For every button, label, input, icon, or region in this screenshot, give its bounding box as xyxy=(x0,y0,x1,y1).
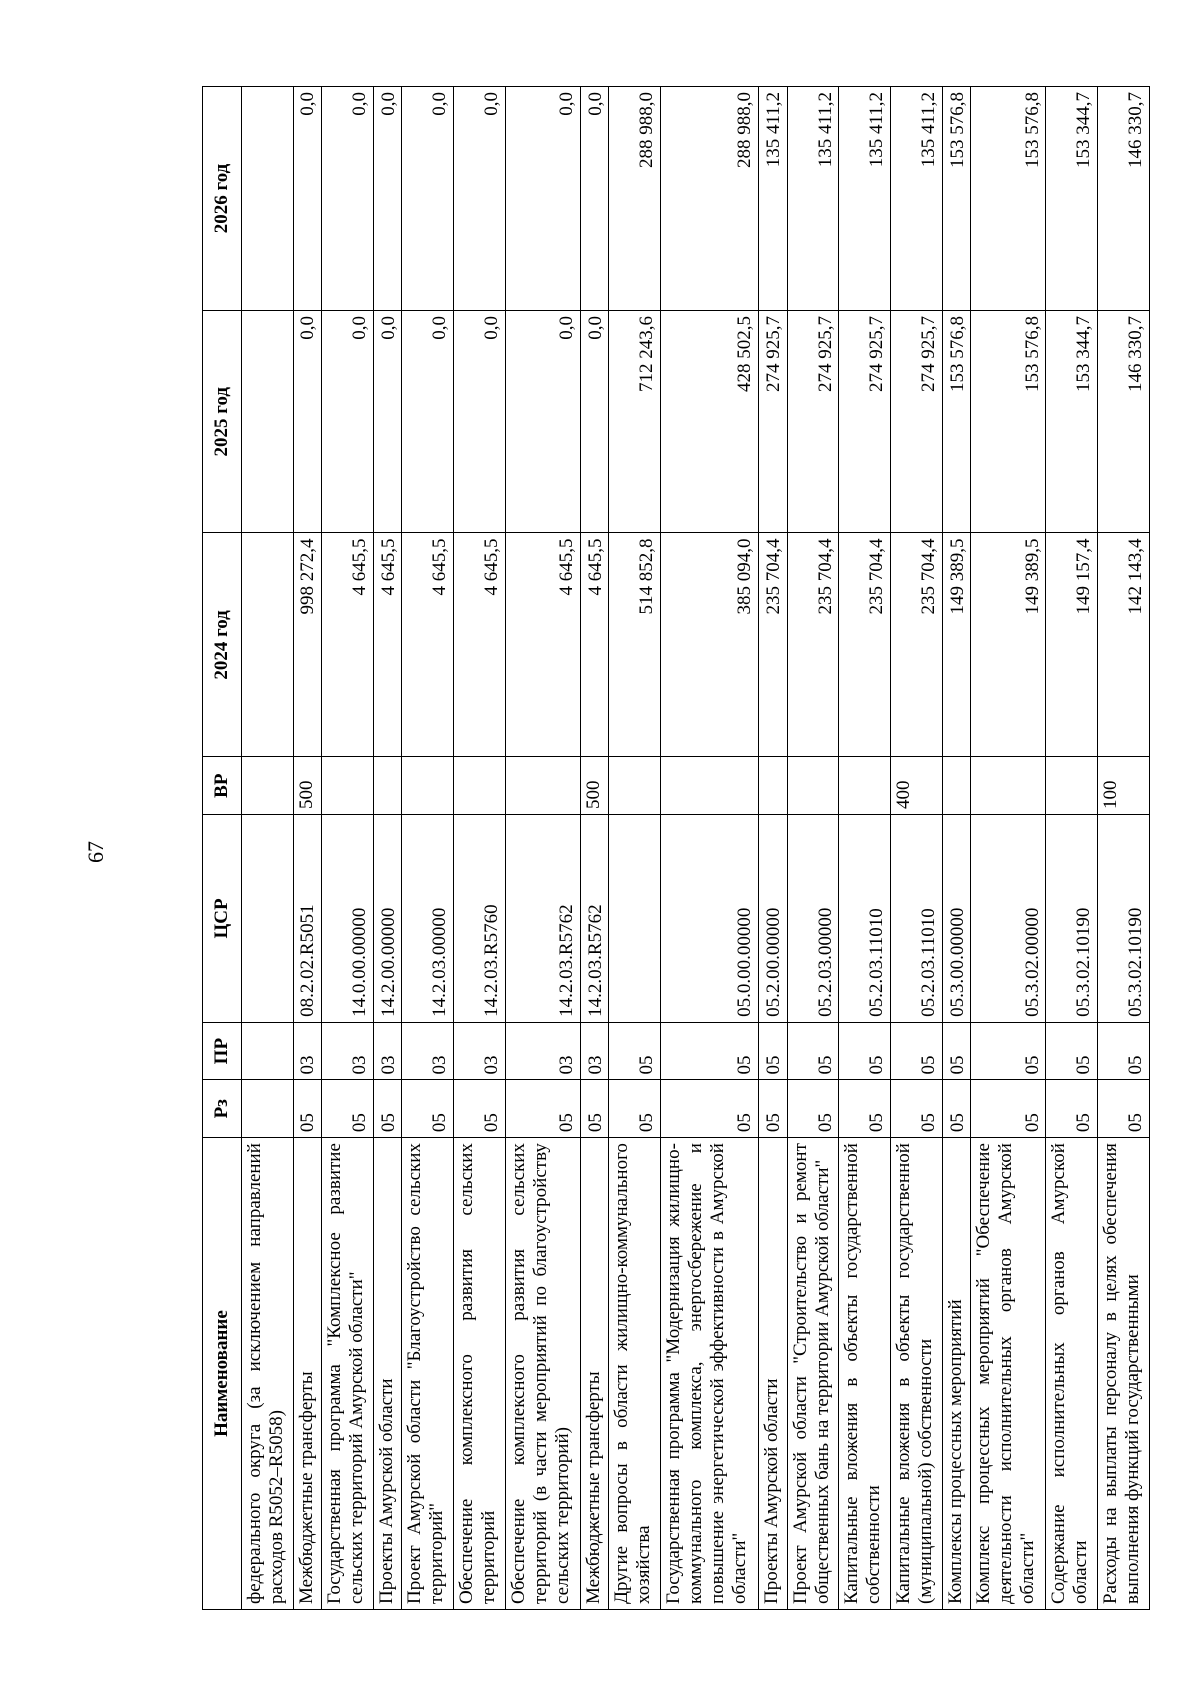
cell-pr: 05 xyxy=(609,1022,661,1080)
cell-pr: 03 xyxy=(402,1022,454,1080)
cell-2025: 712 243,6 xyxy=(609,310,661,533)
cell-rz: 05 xyxy=(839,1080,891,1138)
cell-2024: 514 852,8 xyxy=(609,533,661,757)
cell-name: Государственная программа "Комплексное развитие сельских территорий Амурской области" xyxy=(322,1138,374,1610)
cell-csr xyxy=(242,815,294,1023)
cell-name: Содержание исполнительных органов Амурской области xyxy=(1046,1138,1098,1610)
cell-rz: 05 xyxy=(1098,1080,1150,1138)
cell-name: Проекты Амурской области xyxy=(759,1138,788,1610)
cell-2025: 0,0 xyxy=(293,310,322,533)
table-row xyxy=(242,87,294,1610)
cell-2026: 153 344,7 xyxy=(1046,87,1098,311)
cell-2026: 0,0 xyxy=(580,87,609,311)
cell-2026: 0,0 xyxy=(402,87,454,311)
cell-vr xyxy=(787,757,839,815)
cell-csr: 08.2.02.R5051 xyxy=(293,815,322,1023)
cell-csr: 14.2.03.R5762 xyxy=(505,815,580,1023)
cell-2024 xyxy=(242,533,294,757)
cell-2026: 0,0 xyxy=(293,87,322,311)
cell-2026: 135 411,2 xyxy=(787,87,839,311)
table-row xyxy=(759,87,788,1610)
cell-name: Проект Амурской области "Благоустройство сельских территорий" xyxy=(402,1138,454,1610)
cell-2024: 4 645,5 xyxy=(373,533,402,757)
cell-2025: 0,0 xyxy=(373,310,402,533)
cell-2024: 235 704,4 xyxy=(891,533,943,757)
cell-csr: 05.3.00.00000 xyxy=(942,815,971,1023)
header-2024: 2024 год xyxy=(203,533,242,757)
cell-name: Комплексы процессных мероприятий xyxy=(942,1138,971,1610)
cell-2024: 4 645,5 xyxy=(402,533,454,757)
cell-2026: 0,0 xyxy=(505,87,580,311)
cell-2024: 4 645,5 xyxy=(322,533,374,757)
header-pr: ПР xyxy=(203,1022,242,1080)
cell-2024: 4 645,5 xyxy=(580,533,609,757)
cell-2026: 146 330,7 xyxy=(1098,87,1150,311)
cell-pr: 03 xyxy=(293,1022,322,1080)
cell-vr xyxy=(454,757,506,815)
table-row xyxy=(402,87,454,1610)
cell-rz: 05 xyxy=(454,1080,506,1138)
table-row xyxy=(322,87,374,1610)
cell-2025: 274 925,7 xyxy=(759,310,788,533)
cell-pr: 03 xyxy=(505,1022,580,1080)
page-number: 67 xyxy=(83,841,108,863)
cell-pr: 05 xyxy=(759,1022,788,1080)
header-name: Наименование xyxy=(203,1138,242,1610)
cell-pr: 05 xyxy=(1046,1022,1098,1080)
cell-2025: 153 576,8 xyxy=(971,310,1046,533)
cell-name: Проект Амурской области "Строительство и ремонт общественных бань на территории Амурской области" xyxy=(787,1138,839,1610)
cell-2025: 0,0 xyxy=(322,310,374,533)
cell-csr: 14.2.00.00000 xyxy=(373,815,402,1023)
cell-csr: 05.3.02.00000 xyxy=(971,815,1046,1023)
cell-2026: 0,0 xyxy=(454,87,506,311)
cell-2024: 235 704,4 xyxy=(839,533,891,757)
cell-2024: 149 389,5 xyxy=(942,533,971,757)
cell-vr xyxy=(942,757,971,815)
header-2025: 2025 год xyxy=(203,310,242,533)
table-row xyxy=(293,87,322,1610)
cell-rz: 05 xyxy=(1046,1080,1098,1138)
header-vr: ВР xyxy=(203,757,242,815)
table-row xyxy=(609,87,661,1610)
cell-csr: 05.2.03.11010 xyxy=(839,815,891,1023)
cell-pr: 05 xyxy=(942,1022,971,1080)
rotated-table-container xyxy=(202,86,1150,1610)
cell-vr xyxy=(373,757,402,815)
cell-rz: 05 xyxy=(505,1080,580,1138)
cell-csr: 05.2.00.00000 xyxy=(759,815,788,1023)
table-row xyxy=(580,87,609,1610)
cell-vr xyxy=(322,757,374,815)
cell-vr: 500 xyxy=(293,757,322,815)
cell-rz: 05 xyxy=(402,1080,454,1138)
cell-rz: 05 xyxy=(609,1080,661,1138)
header-csr: ЦСР xyxy=(203,815,242,1023)
cell-name: Обеспечение комплексного развития сельских территорий xyxy=(454,1138,506,1610)
cell-pr: 03 xyxy=(454,1022,506,1080)
cell-csr: 14.0.00.00000 xyxy=(322,815,374,1023)
cell-2025: 274 925,7 xyxy=(891,310,943,533)
cell-2026: 153 576,8 xyxy=(971,87,1046,311)
cell-csr: 05.3.02.10190 xyxy=(1046,815,1098,1023)
cell-2026: 288 988,0 xyxy=(661,87,759,311)
table-row xyxy=(942,87,971,1610)
cell-csr: 14.2.03.R5762 xyxy=(580,815,609,1023)
table-row xyxy=(505,87,580,1610)
cell-csr: 05.2.03.00000 xyxy=(787,815,839,1023)
cell-name: Расходы на выплаты персоналу в целях обеспечения выполнения функций государственными xyxy=(1098,1138,1150,1610)
cell-vr xyxy=(839,757,891,815)
cell-2026: 135 411,2 xyxy=(839,87,891,311)
cell-2026: 288 988,0 xyxy=(609,87,661,311)
cell-name: Другие вопросы в области жилищно-коммунального хозяйства xyxy=(609,1138,661,1610)
cell-csr: 05.3.02.10190 xyxy=(1098,815,1150,1023)
cell-vr xyxy=(759,757,788,815)
cell-2024: 385 094,0 xyxy=(661,533,759,757)
cell-rz: 05 xyxy=(787,1080,839,1138)
table-row xyxy=(373,87,402,1610)
cell-name: Капитальные вложения в объекты государственной (муниципальной) собственности xyxy=(891,1138,943,1610)
cell-vr: 100 xyxy=(1098,757,1150,815)
cell-rz: 05 xyxy=(580,1080,609,1138)
table-row xyxy=(454,87,506,1610)
cell-name: Межбюджетные трансферты xyxy=(293,1138,322,1610)
cell-2024: 4 645,5 xyxy=(505,533,580,757)
cell-csr: 14.2.03.R5760 xyxy=(454,815,506,1023)
cell-pr: 05 xyxy=(891,1022,943,1080)
cell-vr xyxy=(1046,757,1098,815)
cell-2026 xyxy=(242,87,294,311)
cell-vr: 500 xyxy=(580,757,609,815)
cell-2024: 4 645,5 xyxy=(454,533,506,757)
cell-name: Капитальные вложения в объекты государственной собственности xyxy=(839,1138,891,1610)
cell-2025: 146 330,7 xyxy=(1098,310,1150,533)
table-row xyxy=(1098,87,1150,1610)
cell-vr xyxy=(505,757,580,815)
cell-2026: 0,0 xyxy=(322,87,374,311)
cell-2026: 135 411,2 xyxy=(891,87,943,311)
header-rz: Рз xyxy=(203,1080,242,1138)
cell-2024: 149 157,4 xyxy=(1046,533,1098,757)
budget-table xyxy=(202,86,1150,1610)
cell-2025: 153 344,7 xyxy=(1046,310,1098,533)
cell-csr xyxy=(609,815,661,1023)
cell-pr: 05 xyxy=(1098,1022,1150,1080)
table-row xyxy=(787,87,839,1610)
cell-rz xyxy=(242,1080,294,1138)
cell-2024: 998 272,4 xyxy=(293,533,322,757)
cell-2024: 142 143,4 xyxy=(1098,533,1150,757)
cell-rz: 05 xyxy=(373,1080,402,1138)
table-row xyxy=(661,87,759,1610)
cell-vr xyxy=(242,757,294,815)
cell-2025: 0,0 xyxy=(505,310,580,533)
cell-2026: 0,0 xyxy=(373,87,402,311)
cell-rz: 05 xyxy=(891,1080,943,1138)
cell-2024: 235 704,4 xyxy=(759,533,788,757)
cell-csr: 14.2.03.00000 xyxy=(402,815,454,1023)
cell-rz: 05 xyxy=(661,1080,759,1138)
cell-2025: 274 925,7 xyxy=(787,310,839,533)
cell-vr xyxy=(609,757,661,815)
cell-vr xyxy=(402,757,454,815)
table-row xyxy=(1046,87,1098,1610)
cell-vr xyxy=(971,757,1046,815)
cell-name: федерального округа (за исключением направлений расходов R5052–R5058) xyxy=(242,1138,294,1610)
cell-pr: 03 xyxy=(322,1022,374,1080)
cell-pr: 03 xyxy=(373,1022,402,1080)
cell-2025: 274 925,7 xyxy=(839,310,891,533)
cell-rz: 05 xyxy=(322,1080,374,1138)
header-2026: 2026 год xyxy=(203,87,242,311)
cell-2025: 0,0 xyxy=(454,310,506,533)
cell-2025: 428 502,5 xyxy=(661,310,759,533)
cell-rz: 05 xyxy=(971,1080,1046,1138)
cell-pr: 05 xyxy=(661,1022,759,1080)
cell-rz: 05 xyxy=(759,1080,788,1138)
header-row xyxy=(203,87,242,1610)
cell-rz: 05 xyxy=(293,1080,322,1138)
table-row xyxy=(839,87,891,1610)
cell-name: Обеспечение комплексного развития сельских территорий (в части мероприятий по благоустройству сельских территорий) xyxy=(505,1138,580,1610)
cell-vr: 400 xyxy=(891,757,943,815)
cell-name: Государственная программа "Модернизация жилищно-коммунального комплекса, энергосбережение и повышение энергетической эффективности в Амурской области" xyxy=(661,1138,759,1610)
table-row xyxy=(971,87,1046,1610)
cell-rz: 05 xyxy=(942,1080,971,1138)
cell-2025: 0,0 xyxy=(580,310,609,533)
table-body xyxy=(242,87,1150,1610)
cell-2026: 153 576,8 xyxy=(942,87,971,311)
cell-pr: 03 xyxy=(580,1022,609,1080)
cell-2025: 153 576,8 xyxy=(942,310,971,533)
cell-pr: 05 xyxy=(787,1022,839,1080)
cell-vr xyxy=(661,757,759,815)
cell-name: Межбюджетные трансферты xyxy=(580,1138,609,1610)
cell-name: Проекты Амурской области xyxy=(373,1138,402,1610)
cell-2024: 149 389,5 xyxy=(971,533,1046,757)
cell-pr: 05 xyxy=(839,1022,891,1080)
cell-2025 xyxy=(242,310,294,533)
cell-2026: 135 411,2 xyxy=(759,87,788,311)
cell-name: Комплекс процессных мероприятий "Обеспечение деятельности исполнительных органов Амурской области" xyxy=(971,1138,1046,1610)
table-row xyxy=(891,87,943,1610)
cell-csr: 05.0.00.00000 xyxy=(661,815,759,1023)
cell-2025: 0,0 xyxy=(402,310,454,533)
cell-pr xyxy=(242,1022,294,1080)
cell-csr: 05.2.03.11010 xyxy=(891,815,943,1023)
cell-2024: 235 704,4 xyxy=(787,533,839,757)
cell-pr: 05 xyxy=(971,1022,1046,1080)
